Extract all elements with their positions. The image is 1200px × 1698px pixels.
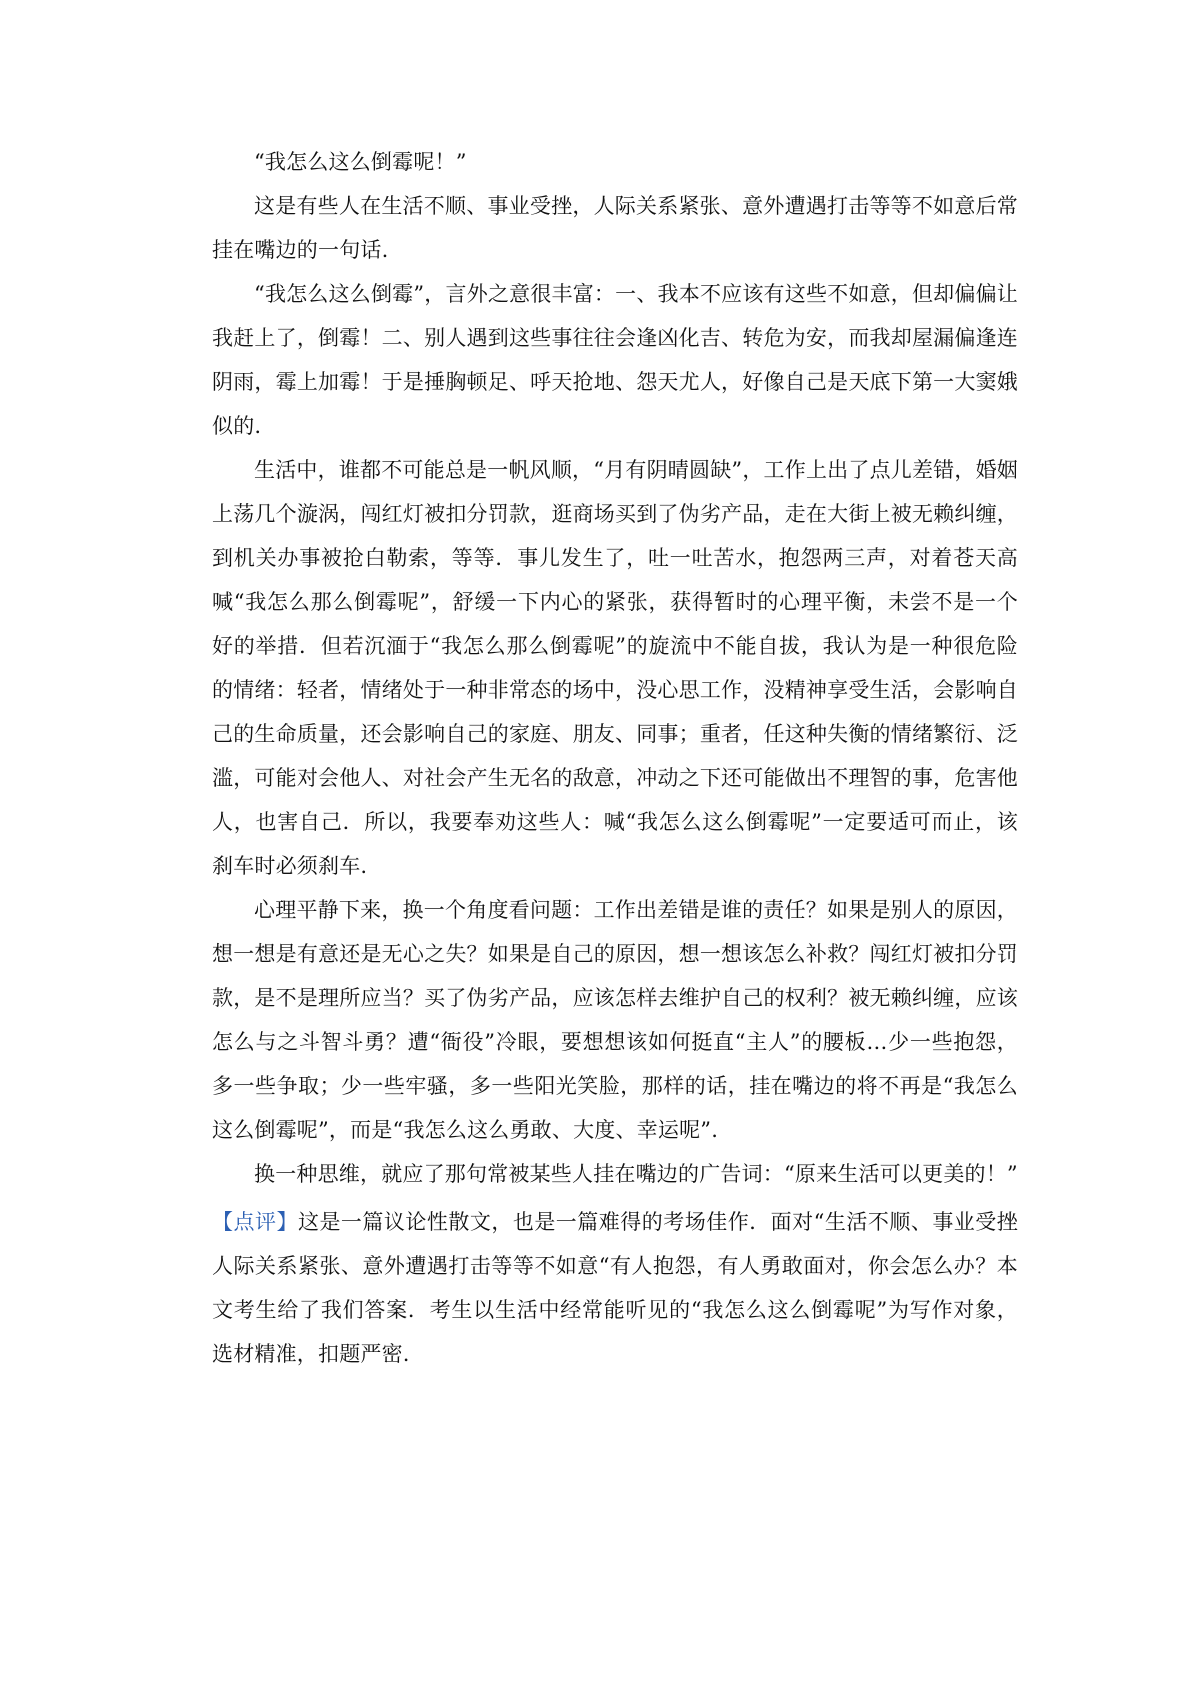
paragraph-conclusion: 换一种思维，就应了那句常被某些人挂在嘴边的广告词：“原来生活可以更美的！” bbox=[254, 1162, 1018, 1186]
review-tag: 【点评】 bbox=[212, 1210, 298, 1234]
review-text: 这是一篇议论性散文，也是一篇难得的考场佳作．面对“生活不顺、事业受挫 人际关系紧张、意外遭遇打击等等不如意“有人抱怨，有人勇敢面对，你会怎么办？本文考生给了我们答案．考生以生活中经常能听见的“我怎么这么倒霉呢”为写作对象，选材精准，扣题严密. bbox=[212, 1210, 1018, 1366]
paragraph-meaning: “我怎么这么倒霉”，言外之意很丰富：一、我本不应该有这些不如意，但却偏偏让我赶上了，倒霉！二、别人遇到这些事往往会逢凶化吉、转危为安，而我却屋漏偏逢连阴雨，霉上加霉！于是捶胸顿足、呼天抢地、怨天尤人，好像自己是天底下第一大窦娥似的. bbox=[212, 282, 1018, 438]
paragraph-opening-quote: “我怎么这么倒霉呢！” bbox=[254, 150, 467, 174]
paragraph-new-perspective: 心理平静下来，换一个角度看问题：工作出差错是谁的责任？如果是别人的原因，想一想是有意还是无心之失？如果是自己的原因，想一想该怎么补救？闯红灯被扣分罚款，是不是理所应当？买了伪劣产品，应该怎样去维护自己的权利？被无赖纠缠，应该怎么与之斗智斗勇？遭“衙役”冷眼，要想想该如何挺直“主人”的腰板…少一些抱怨，多一些争取；少一些牢骚，多一些阳光笑脸，那样的话，挂在嘴边的将不再是“我怎么这么倒霉呢”，而是“我怎么这么勇敢、大度、幸运呢”. bbox=[212, 898, 1018, 1142]
essay-body bbox=[212, 140, 1018, 1376]
review-paragraph bbox=[212, 1200, 1018, 1376]
paragraph-daily-life: 生活中，谁都不可能总是一帆风顺，“月有阴晴圆缺”，工作上出了点儿差错，婚姻上荡几个漩涡，闯红灯被扣分罚款，逛商场买到了伪劣产品，走在大街上被无赖纠缠，到机关办事被抢白勒索，等等．事儿发生了，吐一吐苦水，抱怨两三声，对着苍天高喊“我怎么那么倒霉呢”，舒缓一下内心的紧张，获得暂时的心理平衡，未尝不是一个好的举措．但若沉湎于“我怎么那么倒霉呢”的旋流中不能自拔，我认为是一种很危险的情绪：轻者，情绪处于一种非常态的场中，没心思工作，没精神享受生活，会影响自己的生命质量，还会影响自己的家庭、朋友、同事；重者，任这种失衡的情绪繁衍、泛滥，可能对会他人、对社会产生无名的敌意，冲动之下还可能做出不理智的事，危害他人，也害自己．所以，我要奉劝这些人：喊“我怎么这么倒霉呢”一定要适可而止，该刹车时必须刹车. bbox=[212, 458, 1018, 878]
paragraph-intro: 这是有些人在生活不顺、事业受挫，人际关系紧张、意外遭遇打击等等不如意后常挂在嘴边的一句话. bbox=[212, 194, 1018, 262]
